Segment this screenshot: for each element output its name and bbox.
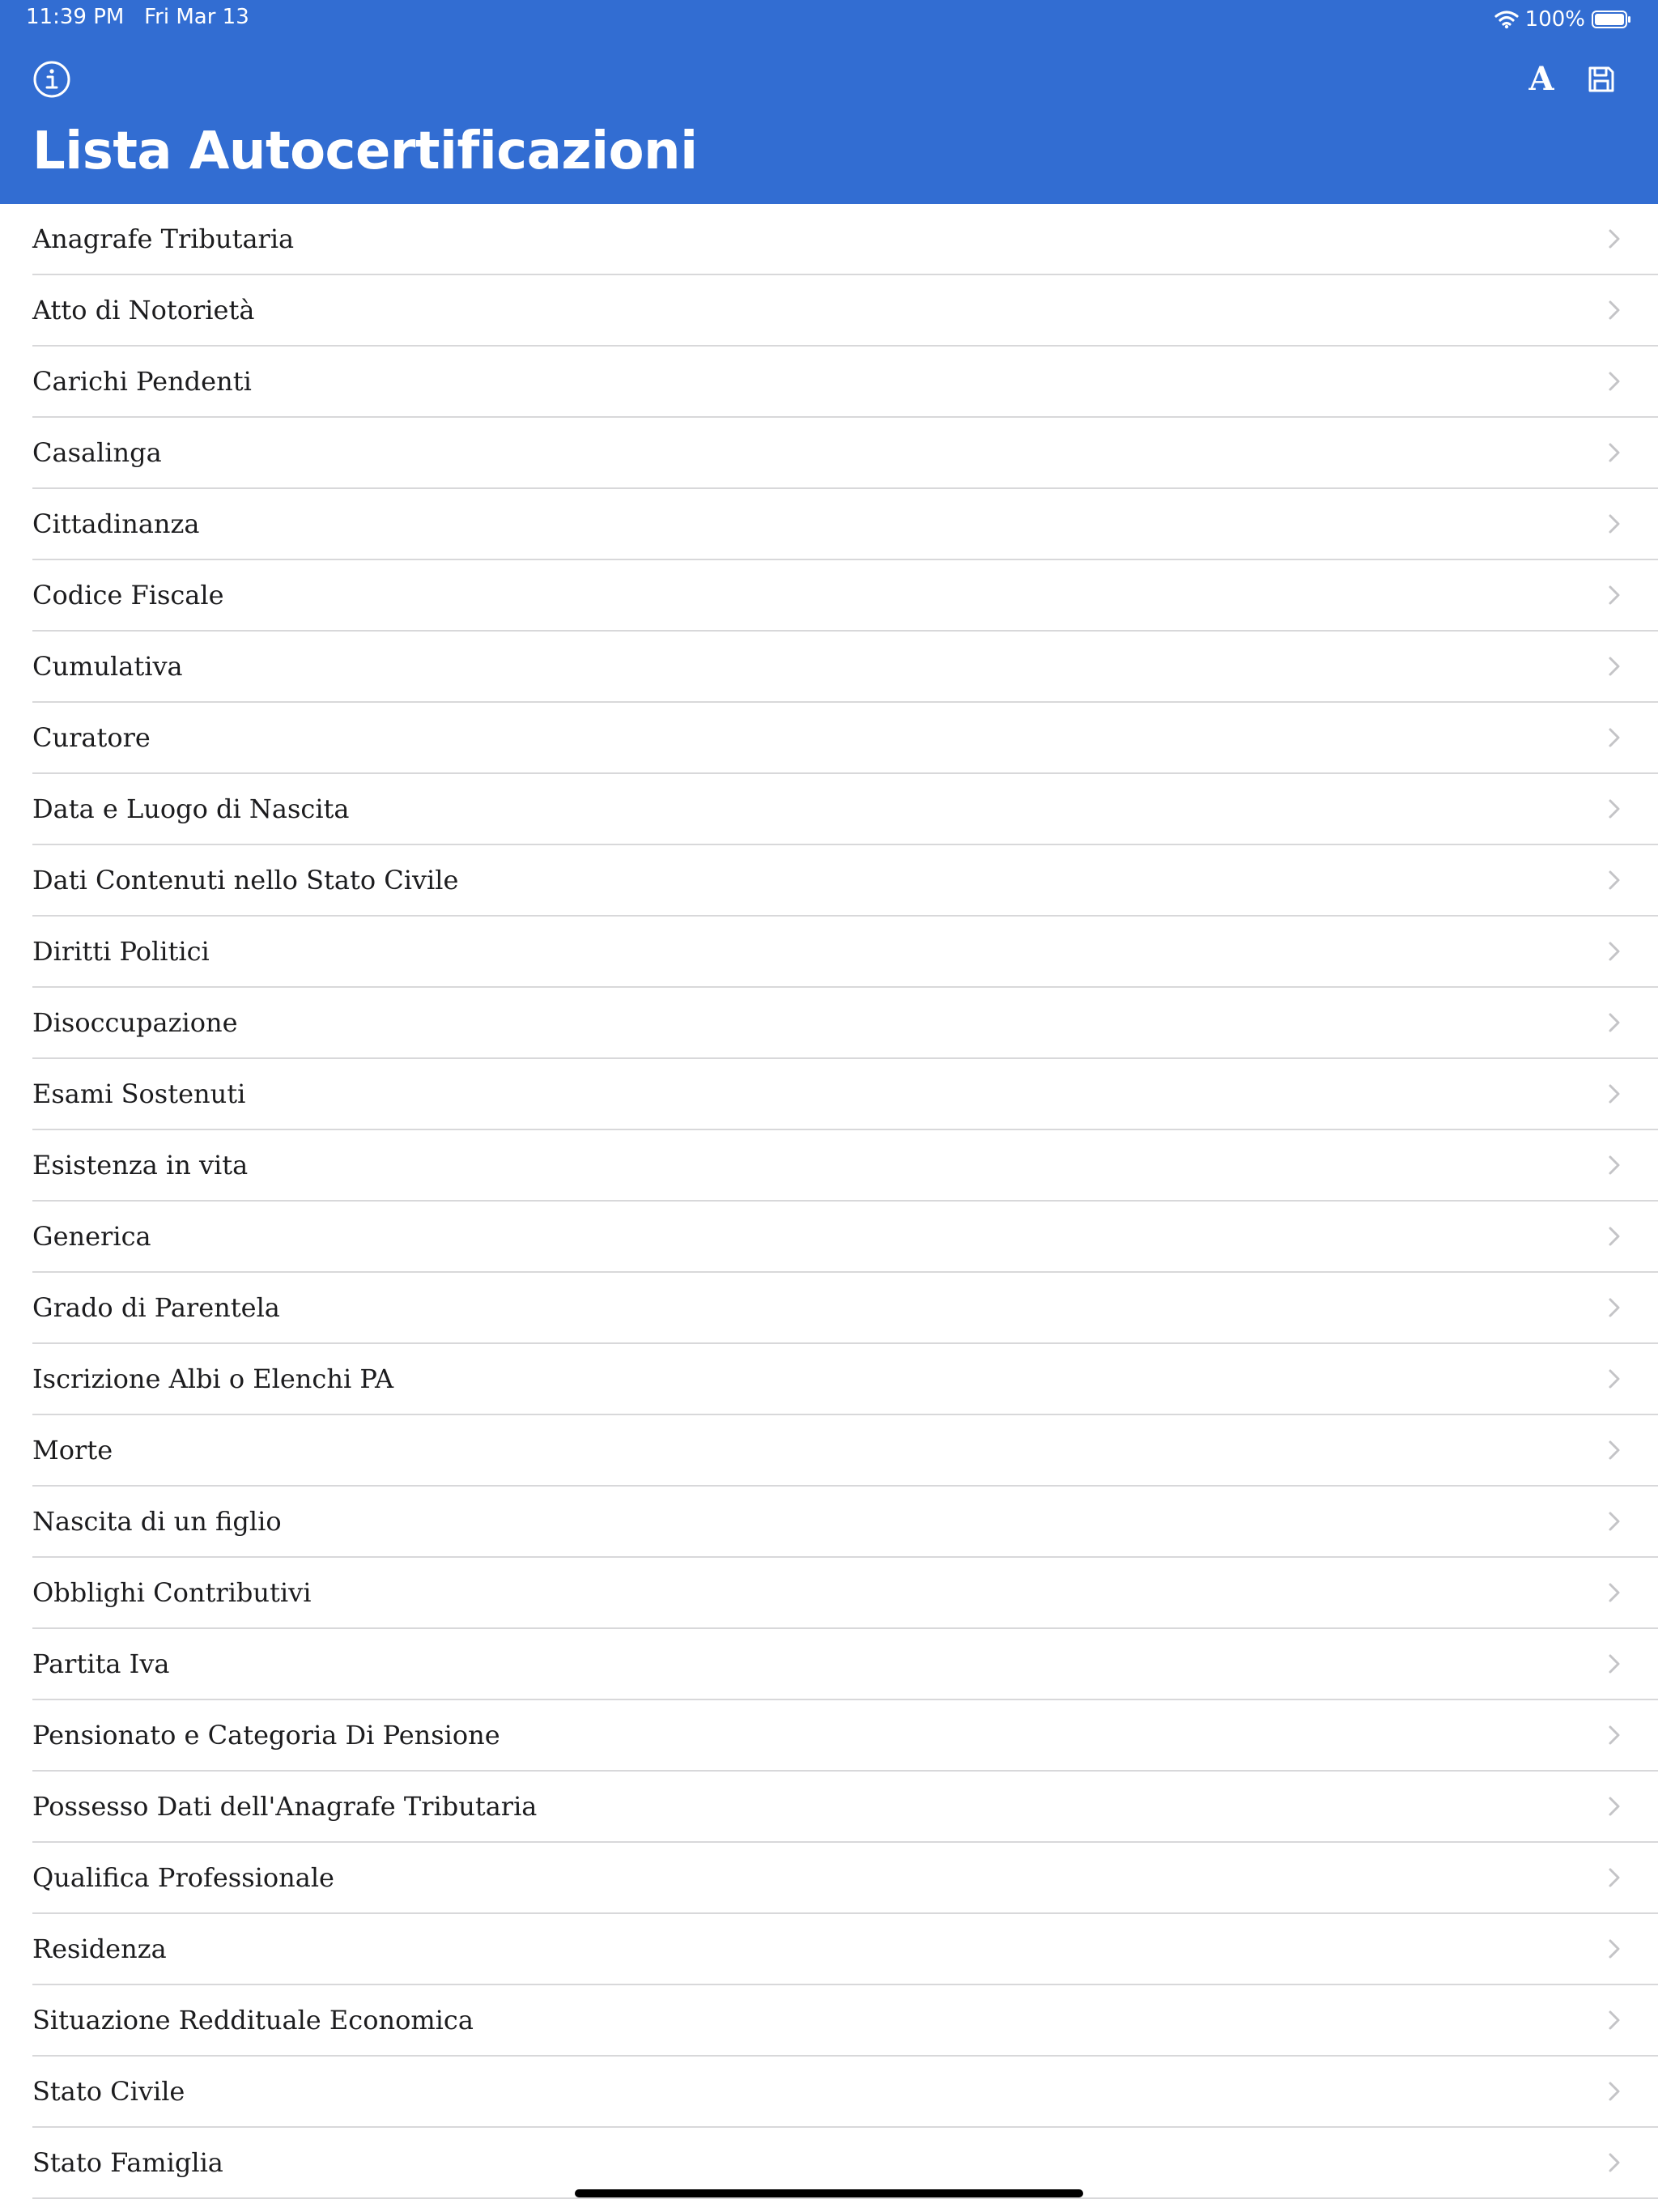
font-size-label: A bbox=[1528, 60, 1554, 98]
list-item[interactable] bbox=[32, 1843, 1658, 1914]
list-item[interactable] bbox=[32, 1629, 1658, 1700]
list-item-label: Anagrafe Tributaria bbox=[32, 223, 295, 254]
chevron-right-icon bbox=[1605, 1722, 1624, 1748]
chevron-right-icon bbox=[1605, 226, 1624, 252]
list-item[interactable] bbox=[32, 917, 1658, 988]
list-item[interactable] bbox=[32, 1985, 1658, 2057]
list-item-label: Codice Fiscale bbox=[32, 580, 224, 610]
status-bar-indicators bbox=[1494, 5, 1632, 34]
list-item-label: Atto di Notorietà bbox=[32, 295, 255, 325]
list-item-label: Esistenza in vita bbox=[32, 1150, 249, 1180]
list-item-label: Grado di Parentela bbox=[32, 1292, 280, 1323]
list-item[interactable] bbox=[32, 2128, 1658, 2199]
chevron-right-icon bbox=[1605, 1865, 1624, 1891]
list-item[interactable] bbox=[32, 845, 1658, 917]
battery-percentage: 100% bbox=[1524, 7, 1585, 32]
status-date: Fri Mar 13 bbox=[144, 5, 249, 29]
chevron-right-icon bbox=[1605, 1223, 1624, 1249]
status-time: 11:39 PM bbox=[26, 5, 125, 29]
chevron-right-icon bbox=[1605, 1081, 1624, 1107]
page-title: Lista Autocertificazioni bbox=[32, 121, 698, 181]
list-item-label: Possesso Dati dell'Anagrafe Tributaria bbox=[32, 1791, 538, 1822]
certification-list bbox=[0, 204, 1658, 2204]
chevron-right-icon bbox=[1605, 867, 1624, 893]
list-item[interactable] bbox=[32, 1273, 1658, 1344]
navigation-header bbox=[0, 0, 1658, 204]
chevron-right-icon bbox=[1605, 1580, 1624, 1606]
chevron-right-icon bbox=[1605, 1793, 1624, 1819]
list-item-label: Generica bbox=[32, 1221, 151, 1252]
list-item[interactable] bbox=[32, 1344, 1658, 1415]
list-item[interactable] bbox=[32, 1558, 1658, 1629]
chevron-right-icon bbox=[1605, 1366, 1624, 1392]
chevron-right-icon bbox=[1605, 297, 1624, 323]
list-item-label: Disoccupazione bbox=[32, 1007, 238, 1038]
list-item-label: Data e Luogo di Nascita bbox=[32, 793, 350, 824]
list-item-label: Esami Sostenuti bbox=[32, 1078, 246, 1109]
chevron-right-icon bbox=[1605, 1508, 1624, 1534]
list-item[interactable] bbox=[32, 1700, 1658, 1772]
wifi-icon bbox=[1494, 10, 1519, 29]
list-item-label: Curatore bbox=[32, 722, 151, 753]
list-item[interactable] bbox=[32, 632, 1658, 703]
list-item-label: Morte bbox=[32, 1435, 113, 1465]
status-bar-time bbox=[26, 5, 249, 29]
list-item[interactable] bbox=[32, 703, 1658, 774]
list-item[interactable] bbox=[32, 1487, 1658, 1558]
list-item[interactable] bbox=[32, 1130, 1658, 1202]
chevron-right-icon bbox=[1605, 1152, 1624, 1178]
chevron-right-icon bbox=[1605, 582, 1624, 608]
list-item-label: Pensionato e Categoria Di Pensione bbox=[32, 1720, 500, 1750]
chevron-right-icon bbox=[1605, 1437, 1624, 1463]
chevron-right-icon bbox=[1605, 368, 1624, 394]
list-item[interactable] bbox=[32, 1415, 1658, 1487]
list-item[interactable] bbox=[32, 2057, 1658, 2128]
chevron-right-icon bbox=[1605, 1295, 1624, 1321]
list-item[interactable] bbox=[32, 774, 1658, 845]
list-item[interactable] bbox=[32, 560, 1658, 632]
list-item-label: Dati Contenuti nello Stato Civile bbox=[32, 865, 459, 895]
list-item[interactable] bbox=[32, 347, 1658, 418]
chevron-right-icon bbox=[1605, 938, 1624, 964]
list-item[interactable] bbox=[32, 275, 1658, 347]
list-item-label: Diritti Politici bbox=[32, 936, 210, 967]
list-item-label: Situazione Reddituale Economica bbox=[32, 2005, 474, 2035]
list-item[interactable] bbox=[32, 418, 1658, 489]
list-item-label: Obblighi Contributivi bbox=[32, 1577, 312, 1608]
home-indicator[interactable] bbox=[575, 2189, 1083, 2197]
chevron-right-icon bbox=[1605, 796, 1624, 822]
chevron-right-icon bbox=[1605, 2150, 1624, 2176]
info-icon[interactable] bbox=[32, 60, 71, 99]
chevron-right-icon bbox=[1605, 1936, 1624, 1962]
font-size-icon[interactable] bbox=[1522, 57, 1561, 102]
list-item[interactable] bbox=[32, 988, 1658, 1059]
chevron-right-icon bbox=[1605, 440, 1624, 466]
list-item-label: Stato Civile bbox=[32, 2076, 185, 2107]
chevron-right-icon bbox=[1605, 1010, 1624, 1036]
list-item-label: Iscrizione Albi o Elenchi PA bbox=[32, 1363, 394, 1394]
list-item[interactable] bbox=[32, 1059, 1658, 1130]
chevron-right-icon bbox=[1605, 1651, 1624, 1677]
list-item[interactable] bbox=[32, 1772, 1658, 1843]
chevron-right-icon bbox=[1605, 2007, 1624, 2033]
list-item[interactable] bbox=[32, 1914, 1658, 1985]
list-item-label: Nascita di un figlio bbox=[32, 1506, 282, 1537]
battery-icon bbox=[1592, 10, 1632, 29]
list-item-label: Qualifica Professionale bbox=[32, 1862, 334, 1893]
chevron-right-icon bbox=[1605, 653, 1624, 679]
list-item[interactable] bbox=[32, 204, 1658, 275]
chevron-right-icon bbox=[1605, 725, 1624, 751]
list-item[interactable] bbox=[32, 1202, 1658, 1273]
chevron-right-icon bbox=[1605, 511, 1624, 537]
list-item-label: Cumulativa bbox=[32, 651, 183, 682]
save-icon[interactable] bbox=[1585, 63, 1618, 96]
chevron-right-icon bbox=[1605, 2078, 1624, 2104]
list-item-label: Partita Iva bbox=[32, 1648, 170, 1679]
list-item-label: Carichi Pendenti bbox=[32, 366, 252, 397]
list-item-label: Residenza bbox=[32, 1933, 167, 1964]
list-item[interactable] bbox=[32, 489, 1658, 560]
list-item-label: Cittadinanza bbox=[32, 508, 200, 539]
list-item-label: Casalinga bbox=[32, 437, 162, 468]
list-item-label: Stato Famiglia bbox=[32, 2147, 223, 2178]
